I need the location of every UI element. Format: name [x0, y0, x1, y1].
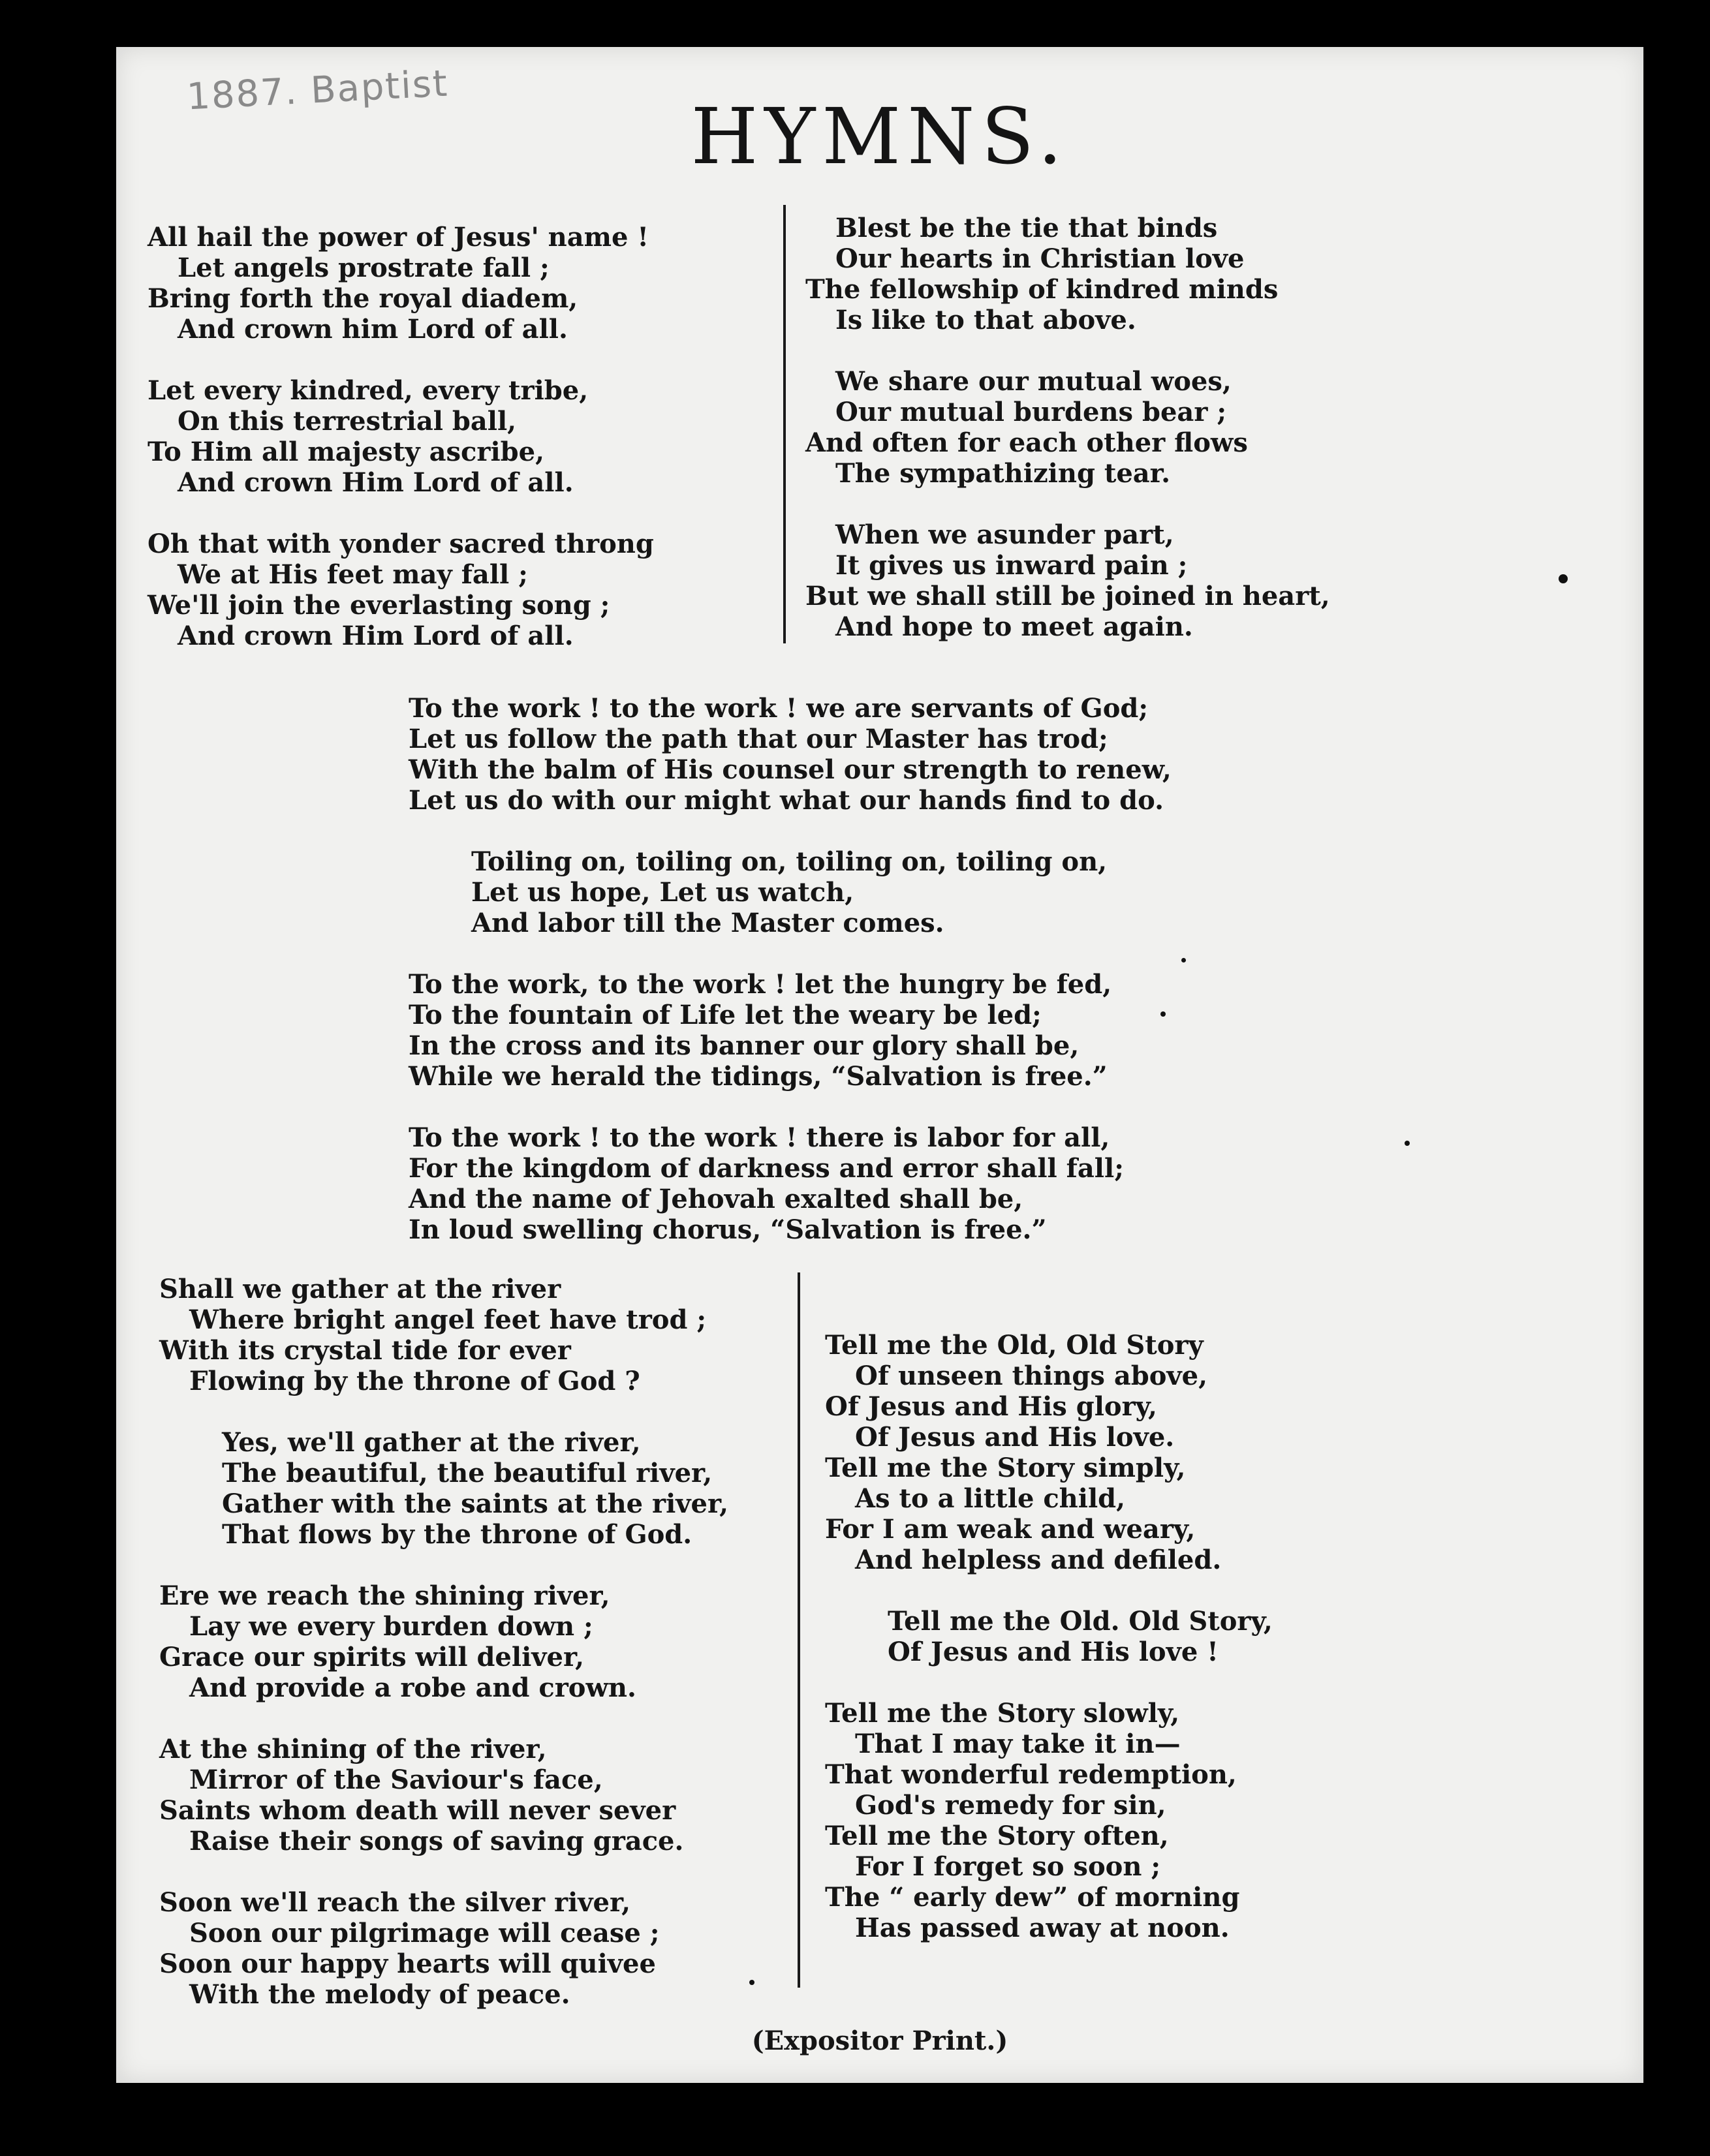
- verse-line: For I am weak and weary,: [825, 1514, 1196, 1545]
- verse-line: Soon our happy hearts will quivee: [159, 1948, 656, 1979]
- verse-line: For I forget so soon ;: [855, 1851, 1161, 1882]
- verse-line: Let us hope, Let us watch,: [471, 877, 854, 908]
- verse-line: Saints whom death will never sever: [159, 1795, 676, 1826]
- hymn-to-the-work: [409, 693, 1172, 1245]
- verse-line: Raise their songs of saving grace.: [189, 1826, 684, 1856]
- stanza: [825, 1606, 1273, 1667]
- verse-line: Soon our pilgrimage will cease ;: [189, 1918, 660, 1948]
- verse-line: On this terrestrial ball,: [178, 406, 517, 437]
- verse-line: Let us follow the path that our Master has trod;: [409, 724, 1108, 754]
- verse-line: Of Jesus and His glory,: [825, 1391, 1157, 1422]
- verse-line: Grace our spirits will deliver,: [159, 1642, 585, 1672]
- column-divider-top: [783, 205, 786, 643]
- verse-line: Shall we gather at the river: [159, 1274, 561, 1304]
- verse-line: To the work ! to the work ! there is labor for all,: [409, 1122, 1110, 1153]
- stanza: [159, 1427, 728, 1550]
- verse-line: Mirror of the Saviour's face,: [189, 1764, 603, 1795]
- verse-line: We at His feet may fall ;: [178, 559, 528, 590]
- verse-line: And hope to meet again.: [835, 611, 1193, 642]
- verse-line: Tell me the Story simply,: [825, 1453, 1186, 1483]
- verse-line: Of Jesus and His love.: [855, 1422, 1175, 1453]
- verse-line: Oh that with yonder sacred throng: [148, 529, 654, 559]
- verse-line: Tell me the Old. Old Story,: [888, 1606, 1273, 1637]
- verse-line: To Him all majesty ascribe,: [148, 437, 544, 467]
- verse-line: Yes, we'll gather at the river,: [222, 1427, 641, 1458]
- verse-line: And the name of Jehovah exalted shall be,: [409, 1184, 1023, 1214]
- stanza: [825, 1330, 1273, 1575]
- handwritten-annotation: 1887. Baptist: [185, 62, 450, 119]
- verse-line: Tell me the Story slowly,: [825, 1698, 1180, 1729]
- verse-line: Lay we every burden down ;: [189, 1611, 593, 1642]
- stanza: [159, 1734, 728, 1856]
- verse-line: That wonderful redemption,: [825, 1759, 1237, 1790]
- stanza: [805, 213, 1330, 335]
- verse-line: We share our mutual woes,: [835, 366, 1232, 397]
- verse-line: That flows by the throne of God.: [222, 1519, 692, 1550]
- verse-line: With its crystal tide for ever: [159, 1335, 571, 1366]
- verse-line: And provide a robe and crown.: [189, 1672, 636, 1703]
- verse-line: Flowing by the throne of God ?: [189, 1366, 640, 1396]
- verse-line: The sympathizing tear.: [835, 458, 1171, 489]
- verse-line: And often for each other flows: [805, 427, 1248, 458]
- verse-line: Our mutual burdens bear ;: [835, 397, 1227, 427]
- verse-line: And crown Him Lord of all.: [178, 467, 574, 498]
- hymn-tell-me-the-old-old-story: [825, 1330, 1273, 1943]
- verse-line: At the shining of the river,: [159, 1734, 547, 1764]
- verse-line: But we shall still be joined in heart,: [805, 581, 1330, 611]
- verse-line: With the melody of peace.: [189, 1979, 570, 2010]
- stanza: [148, 529, 654, 651]
- verse-line: Bring forth the royal diadem,: [148, 283, 578, 314]
- verse-line: As to a little child,: [855, 1483, 1126, 1514]
- print-speck: [1160, 1011, 1166, 1017]
- verse-line: For the kingdom of darkness and error shall fall;: [409, 1153, 1124, 1184]
- print-speck: [1405, 1141, 1410, 1146]
- verse-line: In loud swelling chorus, “Salvation is free.”: [409, 1214, 1047, 1245]
- verse-line: The fellowship of kindred minds: [805, 274, 1279, 305]
- verse-line: Of unseen things above,: [855, 1361, 1207, 1391]
- verse-line: That I may take it in—: [855, 1729, 1181, 1759]
- verse-line: Tell me the Old, Old Story: [825, 1330, 1204, 1361]
- verse-line: Toiling on, toiling on, toiling on, toiling on,: [471, 846, 1108, 877]
- stanza: [159, 1580, 728, 1703]
- stanza: [805, 519, 1330, 642]
- stanza: [409, 969, 1172, 1092]
- stanza: [409, 693, 1172, 816]
- hymn-all-hail: [148, 222, 654, 651]
- stanza: [409, 1122, 1172, 1245]
- stanza: [159, 1274, 728, 1396]
- verse-line: And crown Him Lord of all.: [178, 621, 574, 651]
- stanza: [148, 222, 654, 345]
- stanza: [148, 375, 654, 498]
- verse-line: We'll join the everlasting song ;: [148, 590, 610, 621]
- verse-line: With the balm of His counsel our strength to renew,: [409, 754, 1172, 785]
- verse-line: The beautiful, the beautiful river,: [222, 1458, 713, 1488]
- print-speck: [1181, 958, 1186, 962]
- verse-line: And crown him Lord of all.: [178, 314, 568, 345]
- verse-line: Our hearts in Christian love: [835, 243, 1245, 274]
- verse-line: Soon we'll reach the silver river,: [159, 1887, 631, 1918]
- verse-line: Of Jesus and His love !: [888, 1637, 1219, 1667]
- verse-line: Let every kindred, every tribe,: [148, 375, 589, 406]
- column-divider-bottom: [798, 1272, 800, 1988]
- stanza: [805, 366, 1330, 489]
- verse-line: God's remedy for sin,: [855, 1790, 1166, 1821]
- verse-line: Gather with the saints at the river,: [222, 1488, 729, 1519]
- verse-line: Let angels prostrate fall ;: [178, 253, 550, 283]
- verse-line: Tell me the Story often,: [825, 1821, 1169, 1851]
- verse-line: And helpless and defiled.: [855, 1545, 1222, 1575]
- verse-line: Where bright angel feet have trod ;: [189, 1304, 707, 1335]
- stanza: [825, 1698, 1273, 1943]
- verse-line: Blest be the tie that binds: [835, 213, 1218, 243]
- verse-line: While we herald the tidings, “Salvation is free.”: [409, 1061, 1108, 1092]
- verse-line: And labor till the Master comes.: [471, 908, 944, 938]
- verse-line: Is like to that above.: [835, 305, 1136, 335]
- hymn-shall-we-gather: [159, 1274, 728, 2010]
- printer-credit: (Expositor Print.): [751, 2025, 1008, 2056]
- print-speck: [1559, 574, 1568, 583]
- verse-line: To the work, to the work ! let the hungry be fed,: [409, 969, 1112, 1000]
- verse-line: It gives us inward pain ;: [835, 550, 1188, 581]
- verse-line: Has passed away at noon.: [855, 1913, 1230, 1943]
- verse-line: All hail the power of Jesus' name !: [148, 222, 649, 253]
- page-title: HYMNS.: [691, 91, 1069, 181]
- stanza: [409, 846, 1172, 938]
- print-speck: [749, 1980, 754, 1985]
- verse-line: The “ early dew” of morning: [825, 1882, 1240, 1913]
- verse-line: When we asunder part,: [835, 519, 1174, 550]
- hymn-sheet: [116, 47, 1643, 2083]
- hymn-blest-be-the-tie: [805, 213, 1330, 642]
- verse-line: Ere we reach the shining river,: [159, 1580, 610, 1611]
- verse-line: To the fountain of Life let the weary be led;: [409, 1000, 1042, 1030]
- stanza: [159, 1887, 728, 2010]
- verse-line: To the work ! to the work ! we are servants of God;: [409, 693, 1149, 724]
- verse-line: In the cross and its banner our glory shall be,: [409, 1030, 1080, 1061]
- verse-line: Let us do with our might what our hands find to do.: [409, 785, 1164, 816]
